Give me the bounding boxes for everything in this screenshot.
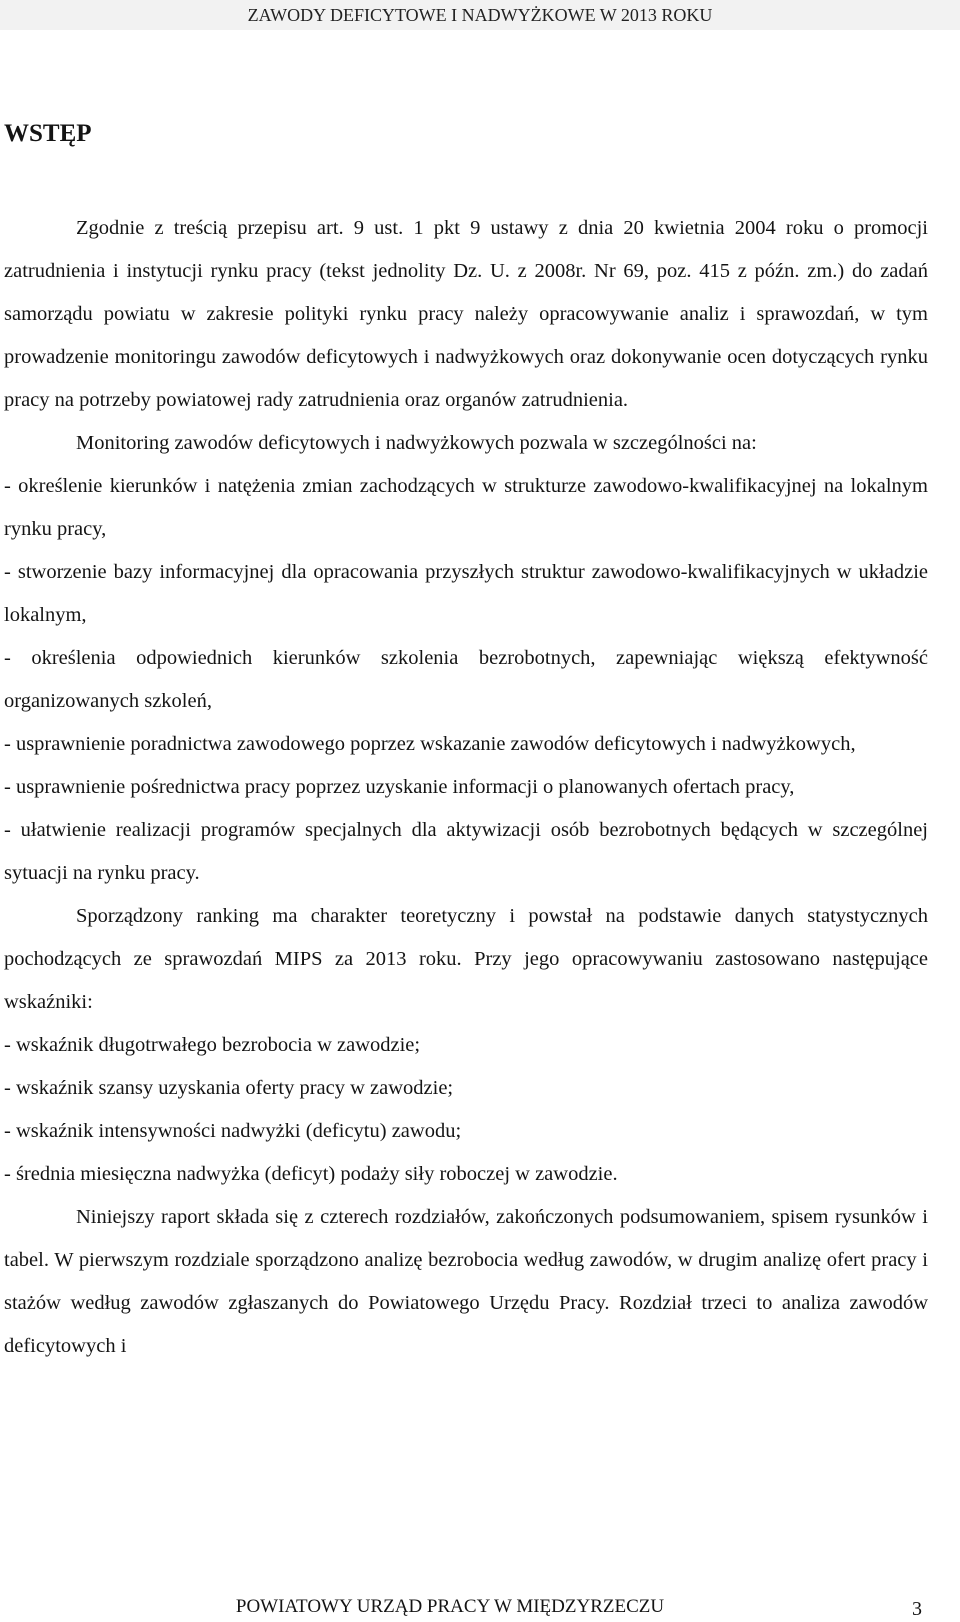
indicator-item: - wskaźnik intensywności nadwyżki (deficytu) zawodu; <box>4 1120 462 1142</box>
ranking-paragraph: Sporządzony ranking ma charakter teoretyczny i powstał na podstawie danych statystycznych pochodzących ze sprawozdań MIPS za 2013 roku. Przy jego opracowywaniu zastosowano następujące wskaźniki: <box>4 905 928 1013</box>
body-text <box>4 207 928 1368</box>
indicator-item: - wskaźnik szansy uzyskania oferty pracy w zawodzie; <box>4 1077 454 1099</box>
list-item: - ułatwienie realizacji programów specjalnych dla aktywizacji osób bezrobotnych będących w szczególnej sytuacji na rynku pracy. <box>4 819 928 884</box>
monitoring-paragraph: Monitoring zawodów deficytowych i nadwyżkowych pozwala w szczególności na: <box>76 432 757 454</box>
list-item: - stworzenie bazy informacyjnej dla opracowania przyszłych struktur zawodowo-kwalifikacyjnych w układzie lokalnym, <box>4 561 928 626</box>
intro-paragraph: Zgodnie z treścią przepisu art. 9 ust. 1 pkt 9 ustawy z dnia 20 kwietnia 2004 roku o promocji zatrudnienia i instytucji rynku pracy (tekst jednolity Dz. U. z 2008r. Nr 69, poz. 415 z późn. zm.) do zadań samorządu powiatu w zakresie polityki rynku pracy należy opracowywanie analiz i sprawozdań, w tym prowadzenie monitoringu zawodów deficytowych i nadwyżkowych oraz dokonywanie ocen dotyczących rynku pracy na potrzeby powiatowej rady zatrudnienia oraz organów zatrudnienia. <box>4 217 928 411</box>
running-header <box>0 0 960 30</box>
list-item: - usprawnienie poradnictwa zawodowego poprzez wskazanie zawodów deficytowych i nadwyżkowych, <box>4 733 856 755</box>
page-number: 3 <box>912 1598 922 1620</box>
list-item: - określenie kierunków i natężenia zmian zachodzących w strukturze zawodowo-kwalifikacyjnej na lokalnym rynku pracy, <box>4 475 928 540</box>
list-item: - określenia odpowiednich kierunków szkolenia bezrobotnych, zapewniając większą efektywność organizowanych szkoleń, <box>4 647 928 712</box>
indicator-item: - wskaźnik długotrwałego bezrobocia w zawodzie; <box>4 1034 421 1056</box>
footer-office-name: POWIATOWY URZĄD PRACY W MIĘDZYRZECZU <box>235 1596 665 1617</box>
running-header-title: ZAWODY DEFICYTOWE I NADWYŻKOWE W 2013 ROKU <box>247 5 713 25</box>
list-item: - usprawnienie pośrednictwa pracy poprzez uzyskanie informacji o planowanych ofertach pracy, <box>4 776 795 798</box>
page-footer <box>0 1596 900 1618</box>
section-heading: WSTĘP <box>4 120 92 147</box>
report-structure-paragraph: Niniejszy raport składa się z czterech rozdziałów, zakończonych podsumowaniem, spisem rysunków i tabel. W pierwszym rozdziale sporządzono analizę bezrobocia według zawodów, w drugim analizę ofert pracy i stażów według zawodów zgłaszanych do Powiatowego Urzędu Pracy. Rozdział trzeci to analiza zawodów deficytowych i <box>4 1206 928 1357</box>
indicator-item: - średnia miesięczna nadwyżka (deficyt) podaży siły roboczej w zawodzie. <box>4 1163 618 1185</box>
